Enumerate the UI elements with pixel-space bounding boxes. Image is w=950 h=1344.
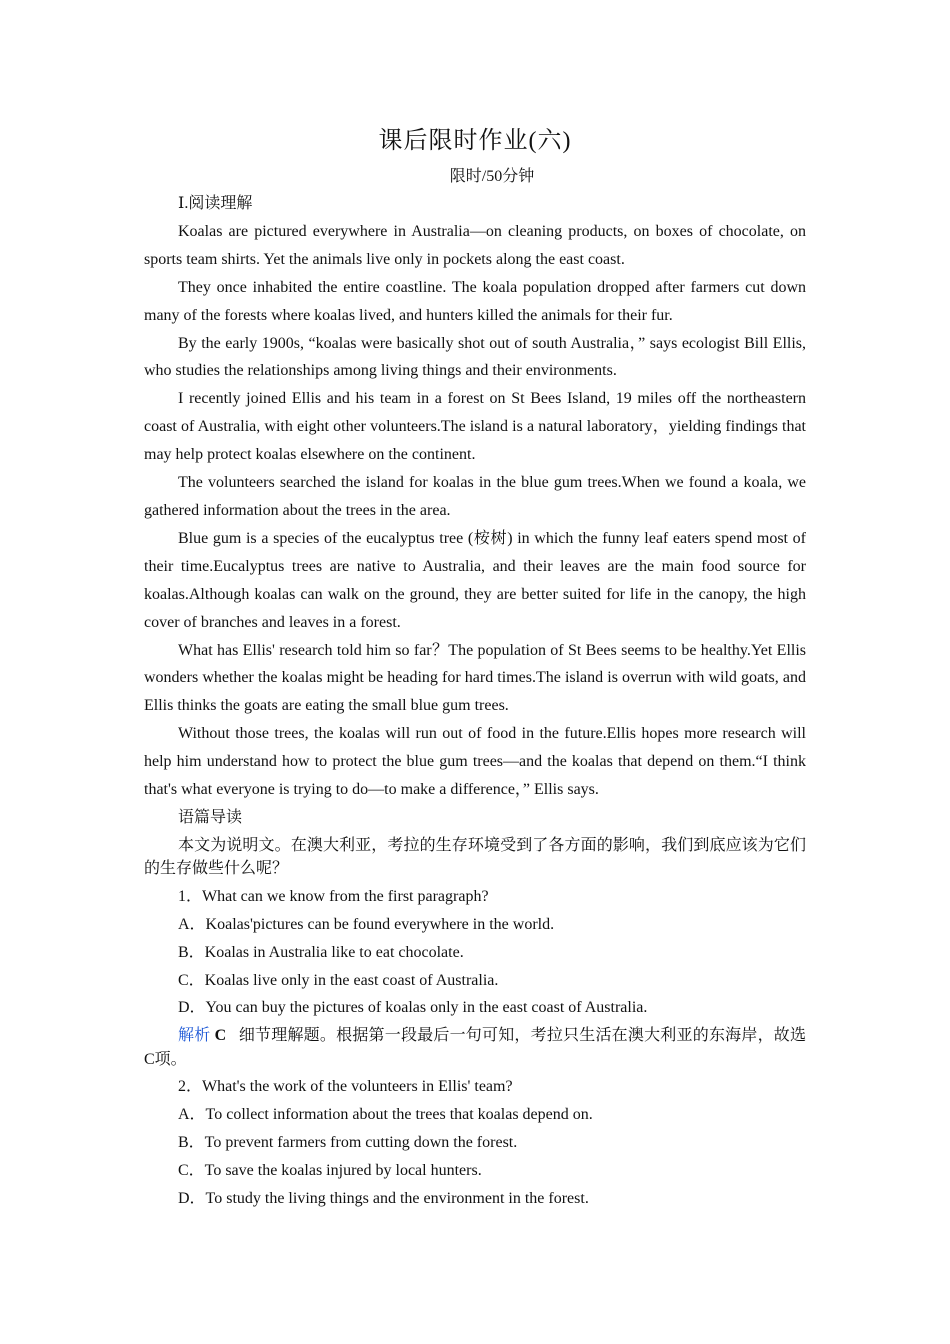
- answer-explanation: [144, 1024, 806, 1071]
- question-option: C．Koalas live only in the east coast of Australia.: [178, 971, 499, 989]
- passage-paragraph: Koalas are pictured everywhere in Australia—on cleaning products, on boxes of chocolate, on sports team shirts. Yet the animals live only in pockets along the east coast.: [144, 222, 806, 268]
- section-heading: Ⅰ.阅读理解: [178, 195, 253, 212]
- time-limit: 限时/50分钟: [449, 168, 535, 185]
- guide-heading: 语篇导读: [178, 808, 243, 826]
- question-option: D．You can buy the pictures of koalas only in the east coast of Australia.: [178, 999, 648, 1017]
- passage-paragraph: The volunteers searched the island for koalas in the blue gum trees.When we found a koala, we gathered information about the trees in the area.: [144, 474, 806, 519]
- question-option: A．Koalas'pictures can be found everywhere in the world.: [178, 915, 555, 933]
- passage-paragraph: I recently joined Ellis and his team in a forest on St Bees Island, 19 miles off the northeastern coast of Australia, with eight other volunteers.The island is a natural laboratory，yielding findings that may help protect koalas elsewhere on the continent.: [144, 390, 807, 464]
- answer-label: 解析: [178, 1027, 211, 1045]
- guide-text: 本文为说明文。在澳大利亚，考拉的生存环境受到了各方面的影响，我们到底应该为它们的生存做些什么呢？: [144, 836, 806, 878]
- question-stem: 1．What can we know from the first paragraph?: [178, 887, 489, 905]
- passage-paragraph: By the early 1900s, “koalas were basically shot out of south Australia，” says ecologist Bill Ellis, who studies the relationships among living things and their environments.: [144, 334, 806, 380]
- question-option: B．Koalas in Australia like to eat chocolate.: [178, 943, 464, 961]
- passage-paragraph: They once inhabited the entire coastline. The koala population dropped after farmers cut down many of the forests where koalas lived, and hunters killed the animals for their fur.: [144, 278, 806, 324]
- document-body: [144, 190, 806, 1213]
- answer-letter: C: [214, 1027, 227, 1045]
- passage-paragraph: Blue gum is a species of the eucalyptus tree (桉树) in which the funny leaf eaters spend most of their time.Eucalyptus trees are native to Australia, and their leaves are the main food source for koalas.Although koalas can walk on the ground, they are better suited for life in the canopy, the high cover of branches and leaves in a forest.: [144, 529, 806, 631]
- question-stem: 2．What's the work of the volunteers in Ellis' team?: [178, 1078, 513, 1096]
- explanation-text: 细节理解题。根据第一段最后一句可知，考拉只生活在澳大利亚的东海岸，故选C项。: [144, 1027, 806, 1068]
- page-title: 课后限时作业(六): [378, 128, 572, 154]
- passage-paragraph: Without those trees, the koalas will run out of food in the future.Ellis hopes more research will help him understand how to protect the blue gum trees—and the koalas that depend on them.“I think that's what everyone is trying to do—to make a difference，” Ellis says.: [144, 725, 806, 799]
- question-option: D．To study the living things and the environment in the forest.: [178, 1190, 589, 1207]
- question-option: A．To collect information about the trees that koalas depend on.: [178, 1106, 593, 1124]
- passage-paragraph: What has Ellis' research told him so far？The population of St Bees seems to be healthy.Yet Ellis wonders whether the koalas might be heading for hard times.The island is overrun with wild goats, and Ellis thinks the goats are eating the small blue gum trees.: [144, 641, 806, 715]
- question-option: C．To save the koalas injured by local hunters.: [178, 1162, 482, 1180]
- question-option: B．To prevent farmers from cutting down the forest.: [178, 1134, 518, 1152]
